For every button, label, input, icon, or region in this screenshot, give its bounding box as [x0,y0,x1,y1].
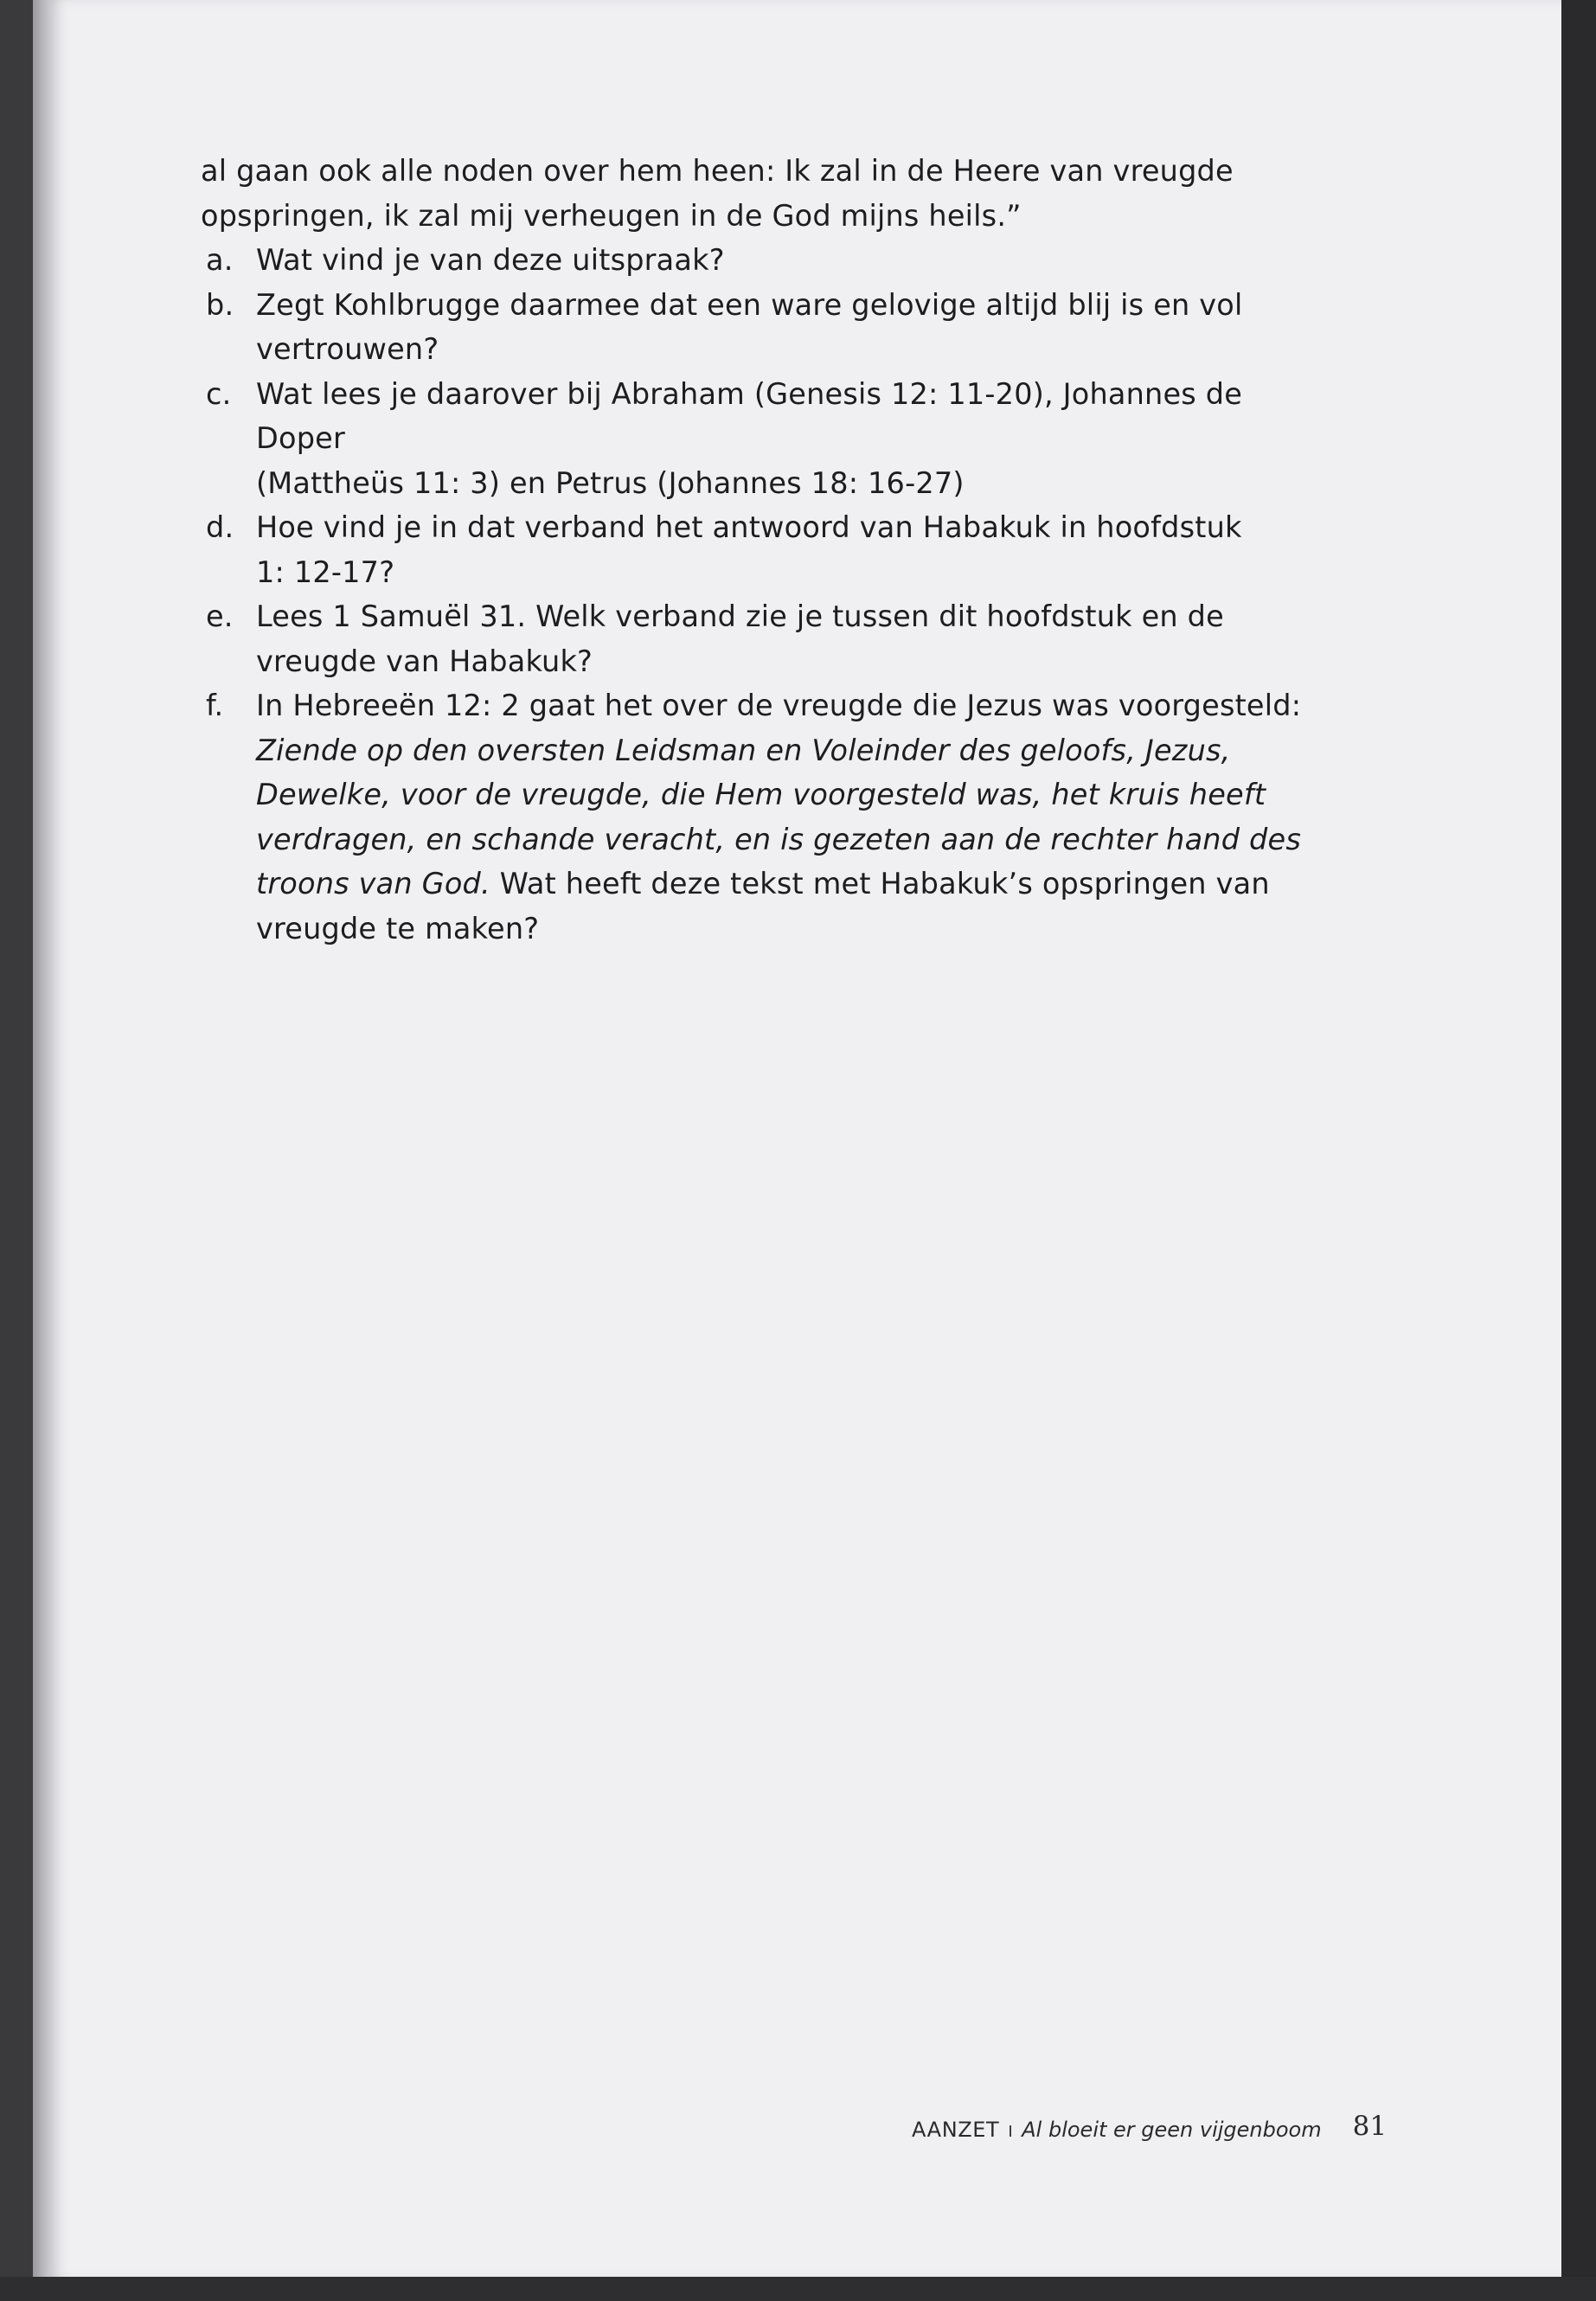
question-text-line: Hoe vind je in dat verband het antwoord van Habakuk in hoofdstuk [256,510,1242,544]
question-marker: b. [206,287,234,322]
bible-quote-line: Dewelke, voor de vreugde, die Hem voorgesteld was, het kruis heeft [256,778,1266,811]
bible-quote-end: troons van God. [256,867,490,901]
running-footer [912,2111,1387,2142]
question-marker: a. [206,243,234,277]
question-f [201,683,1325,951]
question-text-line: Zegt Kohlbrugge daarmee dat een ware gelovige altijd blij is en vol [256,287,1243,322]
question-marker: f. [206,689,224,722]
series-name: AANZET [912,2118,1000,2142]
question-e [201,594,1325,683]
question-a [201,238,1325,283]
question-text-line: In Hebreeën 12: 2 gaat het over de vreugde die Jezus was voorgesteld: [256,689,1302,722]
body-text [201,149,1325,951]
question-text-line: (Mattheüs 11: 3) en Petrus (Johannes 18: 16-27) [256,465,965,500]
page-bottom-edge [0,2277,1596,2301]
question-marker: d. [206,510,234,544]
intro-line-1: al gaan ook alle noden over hem heen: Ik zal in de Heere van vreugde [201,154,1234,188]
question-c [201,372,1325,506]
page-right-edge [1561,0,1596,2301]
question-text-line: vertrouwen? [256,332,439,366]
question-text-line: vreugde te maken? [256,911,540,945]
question-text-line: Lees 1 Samuël 31. Welk verband zie je tussen dit hoofdstuk en de [256,599,1224,633]
page-number: 81 [1352,2111,1388,2142]
question-d [201,505,1325,594]
footer-separator: I [1008,2123,1014,2141]
question-marker: c. [206,376,232,411]
question-text-line: Wat lees je daarover bij Abraham (Genesis 12: 11-20), Johannes de Doper [256,376,1243,455]
intro-line-2: opspringen, ik zal mij verheugen in de God mijns heils.” [201,198,1022,233]
question-text-line: 1: 12-17? [256,554,395,589]
bible-quote-line: verdragen, en schande veracht, en is gezeten aan de rechter hand des [256,822,1301,856]
question-marker: e. [206,599,234,633]
question-text-line: vreugde van Habakuk? [256,644,593,678]
bible-quote-line: Ziende op den oversten Leidsman en Voleinder des geloofs, Jezus, [256,733,1231,767]
question-continuation: Wat heeft deze tekst met Habakuk’s opspringen van [490,867,1270,901]
question-b [201,283,1325,372]
question-text-line [256,862,1325,907]
book-title: Al bloeit er geen vijgenboom [1022,2118,1322,2142]
question-text-line: Wat vind je van deze uitspraak? [256,243,725,277]
